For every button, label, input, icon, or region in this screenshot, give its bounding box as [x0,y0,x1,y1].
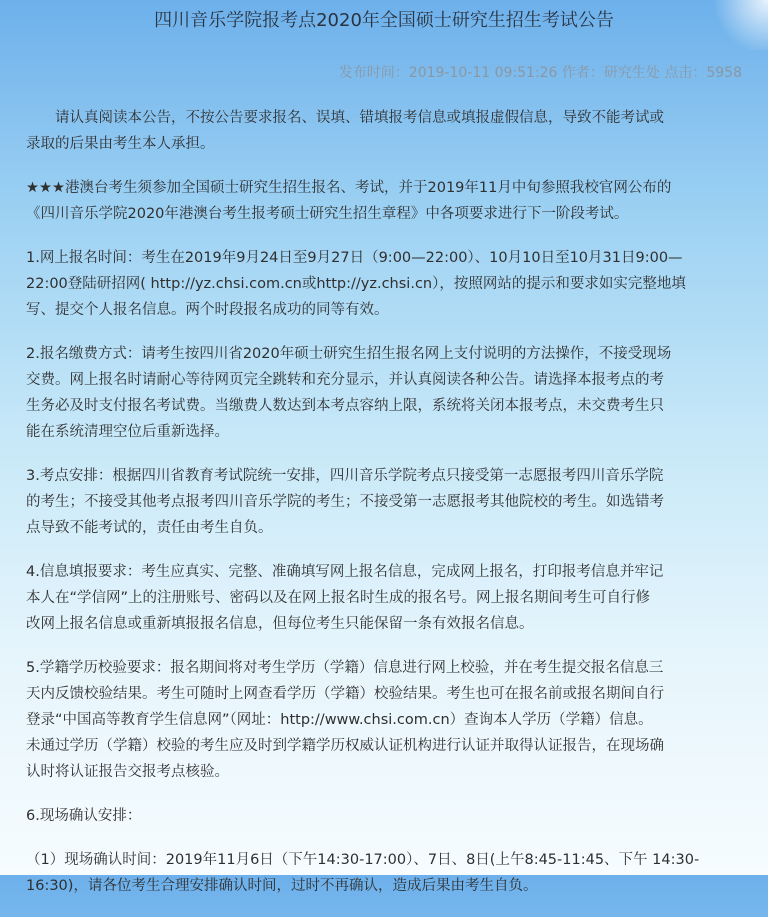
paragraph-line: 5.学籍学历校验要求：报名期间将对考生学历（学籍）信息进行网上校验，并在考生提交报名信息三 [26,660,664,676]
article-paragraph [26,105,742,157]
article-paragraph [26,559,742,637]
paragraph-line: 认时将认证报告交报考点核验。 [26,764,229,780]
paragraph-line: 请认真阅读本公告，不按公告要求报名、误填、错填报考信息或填报虚假信息，导致不能考试或 [55,110,664,126]
article-body [26,105,742,917]
article-paragraph [26,245,742,323]
article-paragraph [26,341,742,445]
paragraph-line: 16:30)，请各位考生合理安排确认时间，过时不再确认，造成后果由考生自负。 [26,878,538,894]
paragraph-line: 交费。网上报名时请耐心等待网页完全跳转和充分显示，并认真阅读各种公告。请选择本报考点的考 [26,372,664,388]
paragraph-line: 未通过学历（学籍）校验的考生应及时到学籍学历权威认证机构进行认证并取得认证报告，在现场确 [26,738,664,754]
paragraph-line: 录取的后果由考生本人承担。 [26,136,215,152]
paragraph-line: （1）现场确认时间：2019年11月6日（下午14:30-17:00）、7日、8日(上午8:45-11:45、下午 14:30- [26,852,700,868]
article-paragraph [26,803,742,829]
paragraph-line: 2.报名缴费方式：请考生按四川省2020年硕士研究生招生报名网上支付说明的方法操作，不接受现场 [26,346,672,362]
paragraph-line: ★★★港澳台考生须参加全国硕士研究生招生报名、考试，并于2019年11月中旬参照我校官网公布的 [26,180,672,196]
paragraph-line: 登录“中国高等教育学生信息网”（网址：http://www.chsi.com.cn）查询本人学历（学籍）信息。 [26,712,653,728]
paragraph-line: 天内反馈校验结果。考生可随时上网查看学历（学籍）校验结果。考生也可在报名前或报名期间自行 [26,686,664,702]
paragraph-line: 的考生；不接受其他考点报考四川音乐学院的考生；不接受第一志愿报考其他院校的考生。如选错考 [26,494,664,510]
paragraph-line: 22:00登陆研招网( http://yz.chsi.com.cn或http://yz.chsi.cn），按照网站的提示和要求如实完整地填 [26,276,686,292]
paragraph-line: 《四川音乐学院2020年港澳台考生报考硕士研究生招生章程》中各项要求进行下一阶段考试。 [26,206,629,222]
paragraph-line: 能在系统清理空位后重新选择。 [26,424,229,440]
paragraph-line: 6.现场确认安排： [26,808,142,824]
paragraph-line: 3.考点安排：根据四川省教育考试院统一安排，四川音乐学院考点只接受第一志愿报考四川音乐学院 [26,468,664,484]
paragraph-line: 改网上报名信息或重新填报报名信息，但每位考生只能保留一条有效报名信息。 [26,616,534,632]
paragraph-line: 生务必及时支付报名考试费。当缴费人数达到本考点容纳上限，系统将关闭本报考点，未交费考生只 [26,398,664,414]
paragraph-line: 写、提交个人报名信息。两个时段报名成功的同等有效。 [26,302,389,318]
article-paragraph [26,463,742,541]
paragraph-line: 点导致不能考试的，责任由考生自负。 [26,520,273,536]
paragraph-line: 本人在“学信网”上的注册账号、密码以及在网上报名时生成的报名号。网上报名期间考生可自行修 [26,590,651,606]
article-paragraph [26,655,742,785]
article-paragraph [26,175,742,227]
article-paragraph [26,847,742,899]
article-title: 四川音乐学院报考点2020年全国硕士研究生招生考试公告 [154,10,614,31]
article-meta: 发布时间：2019-10-11 09:51:26 作者：研究生处 点击：5958 [338,65,742,81]
paragraph-line: 1.网上报名时间：考生在2019年9月24日至9月27日（9:00—22:00）、10月10日至10月31日9:00— [26,250,683,266]
paragraph-line: 4.信息填报要求：考生应真实、完整、准确填写网上报名信息，完成网上报名，打印报考信息并牢记 [26,564,664,580]
